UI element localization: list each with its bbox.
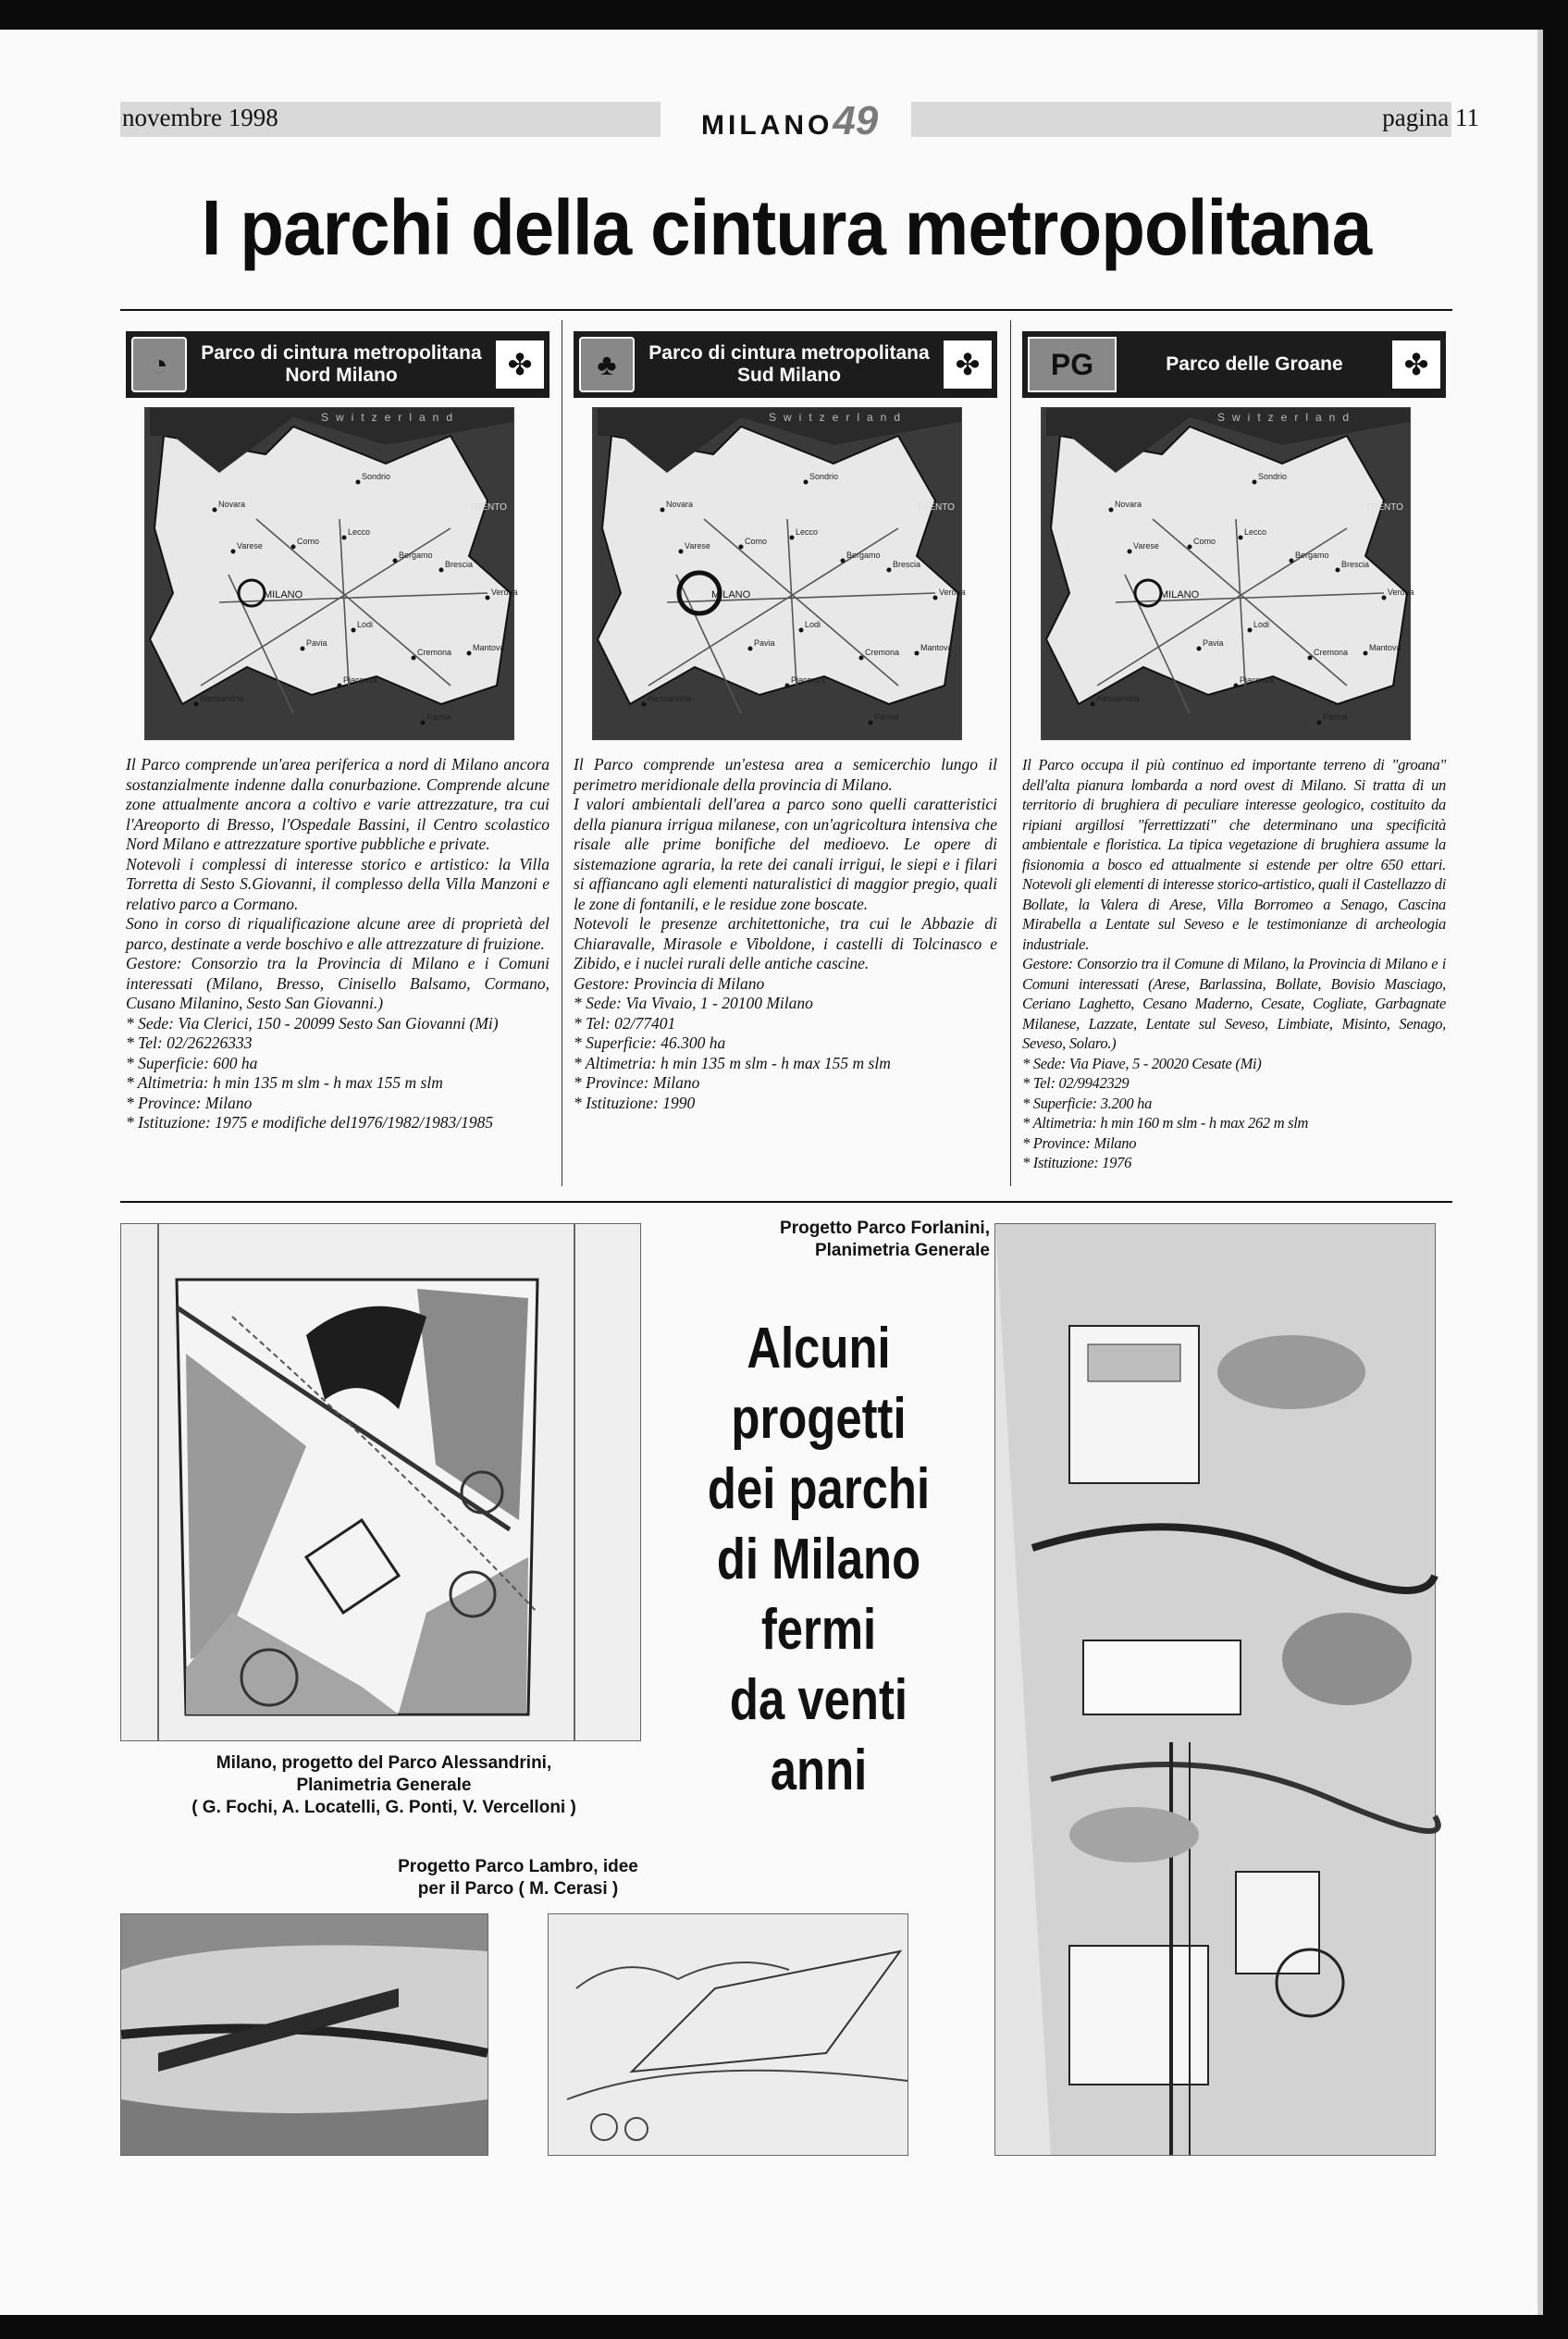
park-column-sud <box>574 331 997 1113</box>
park-paragraph: * Altimetria: h min 135 m slm - h max 155 m slm <box>574 1053 891 1072</box>
park-paragraph: * Province: Milano <box>1022 1133 1137 1152</box>
map-region-label: TRENTO <box>469 502 507 513</box>
map-city-label: Alessandria <box>200 694 244 703</box>
park-paragraph: Il Parco occupa il più continuo ed importante terreno di "groana" dell'alta pianura lombarda a nord ovest di Milano. Si tratta di un territorio di brughiera di peculiare interesse geologico, costituito da ripiani argillosi "ferrettizzati" che determinano una specificità ambientale e floristica. La tipica vegetazione di brughiera assume la fisionomia a bosco ed attualmente si estende per oltre 650 ettari. Notevoli gli elementi di interesse storico-artistico, quali il Castellazzo di Bollate, la Valera di Arese, Villa Borromeo a Senago, Cascina Mirabella a Lentate sul Seveso e le testimonianze di archeologia industriale. <box>1022 756 1446 953</box>
lombardy-map <box>144 407 518 740</box>
map-city-label: Mantova <box>920 643 953 652</box>
map-city-dot <box>1197 647 1202 651</box>
feature-line: fermi <box>760 1598 877 1662</box>
map-city-dot <box>804 480 809 485</box>
map-city-dot <box>790 536 795 540</box>
park-paragraph: * Sede: Via Vivaio, 1 - 20100 Milano <box>574 994 813 1012</box>
lombardy-map <box>1041 407 1414 740</box>
map-city-label: Verona <box>1388 588 1414 597</box>
map-city-dot <box>1188 545 1192 550</box>
map-city-label: MILANO <box>1160 589 1200 600</box>
map-city-label: Lodi <box>1253 620 1270 629</box>
map-city-label: Verona <box>939 588 966 597</box>
caption-line: Planimetria Generale <box>814 1241 990 1260</box>
map-city-dot <box>1239 536 1243 540</box>
map-city-label: Pavia <box>754 638 775 648</box>
map-city-label: Pavia <box>306 638 327 648</box>
park-name-line1: Parco di cintura metropolitana <box>201 342 482 364</box>
map-city-dot <box>1364 651 1368 656</box>
masthead-name: MILANO <box>701 110 833 141</box>
map-city-dot <box>1253 480 1257 485</box>
caption-line: Progetto Parco Lambro, idee <box>398 1857 638 1876</box>
lambro-sketch-bridge <box>120 1913 488 2156</box>
map-city-label: Brescia <box>445 560 474 569</box>
map-city-dot <box>869 721 873 725</box>
map-city-label: Cremona <box>1314 648 1349 657</box>
map-city-label: MILANO <box>711 589 751 600</box>
park-paragraph: Il Parco comprende un'area periferica a nord di Milano ancora sostanzialmente indenne dalla conurbazione. Comprende alcune zone attualmente ancora a coltivo e varie attrezzature, tra cui l'Areoporto di Bresso, l'Ospedale Bassini, il Centro scolastico Nord Milano e attrezzature sportive pubbliche e private. <box>126 755 549 853</box>
park-paragraph: * Sede: Via Piave, 5 - 20020 Cesate (Mi) <box>1022 1054 1262 1072</box>
masthead-number: 49 <box>833 98 879 143</box>
map-country-label: Switzerland <box>321 411 461 424</box>
tree-logo-icon: ♣ <box>579 337 635 392</box>
feature-line: da venti <box>729 1668 908 1732</box>
column-divider <box>1010 320 1011 1186</box>
map-city-label: Lecco <box>348 527 371 537</box>
map-city-label: Cremona <box>865 648 900 657</box>
map-city-dot <box>352 628 356 633</box>
map-city-dot <box>1234 684 1239 688</box>
park-name-line2: Sud Milano <box>737 365 841 386</box>
caption-forlanini <box>722 1218 990 1262</box>
park-paragraph: * Istituzione: 1976 <box>1022 1154 1132 1171</box>
map-city-label: Parma <box>874 712 899 722</box>
map-city-dot <box>301 647 305 651</box>
map-city-label: Parma <box>1323 712 1348 722</box>
park-paragraph: Il Parco comprende un'estesa area a semicerchio lungo il perimetro meridionale della provincia di Milano. <box>574 755 997 794</box>
map-city-label: Brescia <box>1341 560 1370 569</box>
map-city-label: Como <box>297 537 320 546</box>
map-city-label: Alessandria <box>648 694 692 703</box>
map-city-dot <box>887 568 892 573</box>
map-city-label: Novara <box>1115 500 1142 509</box>
map-city-dot <box>291 545 296 550</box>
map-city-dot <box>1382 596 1387 600</box>
park-paragraph: Notevoli i complessi di interesse storico e artistico: la Villa Torretta di Sesto S.Giovanni, il complesso della Villa Manzoni e relativo parco a Cormano. <box>126 854 549 913</box>
park-paragraph: Gestore: Consorzio tra il Comune di Milano, la Provincia di Milano e i Comuni interessati (Arese, Barlassina, Bollate, Bovisio Masciago, Ceriano Laghetto, Cesano Maderno, Cesate, Cogliate, Garbagnate Milanese, Lazzate, Lentate sul Seveso, Limbiate, Misinto, Senago, Seveso, Solaro.) <box>1022 955 1446 1052</box>
park-name-line1: Parco delle Groane <box>1166 353 1343 375</box>
park-name-line2: Nord Milano <box>285 365 398 386</box>
pg-logo-icon: PG <box>1028 337 1117 392</box>
map-city-label: Piacenza <box>343 675 378 685</box>
map-city-dot <box>1290 559 1294 563</box>
map-city-label: Piacenza <box>1240 675 1275 685</box>
circle-sail-logo-icon: ◔ <box>131 337 187 392</box>
lombardy-flower-icon: ✤ <box>496 340 544 389</box>
park-description <box>1022 755 1446 1173</box>
park-paragraph: * Altimetria: h min 160 m slm - h max 262 m slm <box>1022 1114 1309 1132</box>
map-city-dot <box>412 656 416 661</box>
park-column-nord <box>126 331 549 1133</box>
park-column-groane <box>1022 331 1446 1173</box>
park-paragraph: * Istituzione: 1975 e modifiche del1976/1982/1983/1985 <box>126 1113 494 1132</box>
park-paragraph: * Province: Milano <box>126 1093 253 1112</box>
map-city-dot <box>841 559 846 563</box>
map-city-dot <box>213 508 217 513</box>
map-city-label: Como <box>1193 537 1216 546</box>
map-city-dot <box>933 596 938 600</box>
map-city-label: Bergamo <box>1295 551 1329 560</box>
page-number: pagina 11 <box>1382 104 1479 131</box>
map-city-dot <box>1317 721 1322 725</box>
caption-line: per il Parco ( M. Cerasi ) <box>417 1879 619 1899</box>
map-city-label: Verona <box>491 588 518 597</box>
park-name-line1: Parco di cintura metropolitana <box>648 342 930 364</box>
map-city-label: Lodi <box>357 620 374 629</box>
map-city-dot <box>338 684 342 688</box>
map-city-label: Sondrio <box>809 472 839 481</box>
map-city-dot <box>748 647 753 651</box>
lombardy-flower-icon: ✤ <box>1392 340 1440 389</box>
park-title-bar <box>1022 331 1446 398</box>
map-city-dot <box>799 628 804 633</box>
map-city-dot <box>393 559 398 563</box>
map-city-dot <box>356 480 361 485</box>
feature-heading <box>678 1314 958 1806</box>
map-city-label: Sondrio <box>362 472 391 481</box>
lombardy-flower-icon: ✤ <box>944 340 992 389</box>
park-paragraph: * Tel: 02/9942329 <box>1022 1074 1130 1092</box>
caption-lambro <box>352 1856 685 1900</box>
map-city-dot <box>486 596 490 600</box>
issue-date: novembre 1998 <box>122 104 278 131</box>
map-city-dot <box>439 568 444 573</box>
header-band-right <box>911 102 1451 137</box>
park-paragraph: Notevoli le presenze architettoniche, tra cui le Abbazie di Chiaravalle, Mirasole e Viboldone, i castelli di Tolcinasco e Zibido, e i nuclei rurali delle antiche cascine. <box>574 914 997 972</box>
park-paragraph: * Tel: 02/26226333 <box>126 1033 253 1052</box>
map-city-dot <box>679 550 684 554</box>
map-city-label: Varese <box>685 541 710 551</box>
lambro-sketch-landscape <box>548 1913 908 2156</box>
map-city-label: Varese <box>237 541 263 551</box>
caption-alessandrini <box>139 1752 629 1819</box>
caption-line: Planimetria Generale <box>296 1776 472 1795</box>
map-city-dot <box>859 656 864 661</box>
map-city-dot <box>915 651 920 656</box>
park-description <box>574 755 997 1113</box>
map-city-dot <box>421 721 426 725</box>
feature-line: progetti <box>731 1387 907 1451</box>
map-city-label: Mantova <box>473 643 505 652</box>
map-city-dot <box>661 508 665 513</box>
park-paragraph: I valori ambientali dell'area a parco sono quelli caratteristici della pianura irrigua milanese, con un'agricoltura intensiva che risale alle prime bonifiche del medioevo. Le opere di sistemazione agraria, la rete dei canali irrigui, le siepi e i filari si affiancano agli elementi naturalistici di maggior pregio, quali le zone di fontanili, e le residue zone boscate. <box>574 795 997 913</box>
park-title-bar <box>574 331 997 398</box>
map-city-label: Lecco <box>796 527 819 537</box>
feature-line: anni <box>770 1739 868 1802</box>
caption-line: Milano, progetto del Parco Alessandrini, <box>216 1753 552 1773</box>
section-rule <box>120 1201 1452 1203</box>
caption-line: Progetto Parco Forlanini, <box>780 1219 990 1238</box>
map-city-dot <box>1248 628 1253 633</box>
map-city-dot <box>467 651 472 656</box>
map-city-label: Parma <box>426 712 451 722</box>
map-city-dot <box>194 702 199 707</box>
map-city-dot <box>1308 656 1313 661</box>
map-city-label: Como <box>745 537 768 546</box>
feature-line: Alcuni <box>747 1317 891 1380</box>
map-city-label: Lodi <box>805 620 821 629</box>
map-city-label: Piacenza <box>791 675 826 685</box>
map-city-label: MILANO <box>264 589 303 600</box>
masthead <box>701 98 878 144</box>
map-country-label: Switzerland <box>1217 411 1357 424</box>
map-city-label: Bergamo <box>399 551 433 560</box>
map-region-label: TRENTO <box>1365 502 1403 513</box>
map-city-dot <box>342 536 347 540</box>
park-paragraph: * Altimetria: h min 135 m slm - h max 155 m slm <box>126 1073 443 1092</box>
map-city-label: Alessandria <box>1096 694 1141 703</box>
park-paragraph: Gestore: Consorzio tra la Provincia di Milano e i Comuni interessati (Milano, Bresso, Cinisello Balsamo, Cormano, Cusano Milanino, Sesto San Giovanni.) <box>126 954 549 1012</box>
park-paragraph: * Superficie: 3.200 ha <box>1022 1094 1153 1112</box>
map-region-label: TRENTO <box>917 502 955 513</box>
map-city-dot <box>1091 702 1095 707</box>
park-paragraph: * Superficie: 46.300 ha <box>574 1033 726 1052</box>
map-city-label: Lecco <box>1244 527 1267 537</box>
map-city-label: Novara <box>218 500 246 509</box>
map-city-dot <box>1128 550 1132 554</box>
park-paragraph: * Sede: Via Clerici, 150 - 20099 Sesto San Giovanni (Mi) <box>126 1013 499 1033</box>
map-city-label: Bergamo <box>846 551 881 560</box>
map-city-label: Pavia <box>1203 638 1224 648</box>
map-city-label: Mantova <box>1369 643 1401 652</box>
alessandrini-plan-drawing <box>120 1223 641 1741</box>
park-description <box>126 755 549 1133</box>
map-city-dot <box>231 550 236 554</box>
map-city-dot <box>1109 508 1114 513</box>
park-title-bar <box>126 331 549 398</box>
park-paragraph: * Province: Milano <box>574 1073 700 1092</box>
lombardy-map <box>592 407 966 740</box>
rule-under-headline <box>120 309 1452 311</box>
map-city-label: Cremona <box>417 648 452 657</box>
park-paragraph: * Istituzione: 1990 <box>574 1093 696 1112</box>
map-city-dot <box>642 702 647 707</box>
map-country-label: Switzerland <box>769 411 908 424</box>
park-paragraph: * Superficie: 600 ha <box>126 1053 258 1072</box>
feature-line: di Milano <box>716 1528 921 1591</box>
map-city-label: Sondrio <box>1258 472 1288 481</box>
forlanini-plan-drawing <box>994 1223 1436 2156</box>
page-headline: I parchi della cintura metropolitana <box>201 184 1372 271</box>
caption-line: ( G. Fochi, A. Locatelli, G. Ponti, V. Vercelloni ) <box>191 1798 576 1817</box>
map-city-dot <box>1336 568 1340 573</box>
map-city-label: Varese <box>1133 541 1159 551</box>
map-city-label: Brescia <box>893 560 921 569</box>
park-paragraph: Gestore: Provincia di Milano <box>574 973 765 993</box>
map-city-dot <box>739 545 744 550</box>
park-paragraph: Sono in corso di riqualificazione alcune aree di proprietà del parco, destinate a verde boschivo e alle attrezzature di fruizione. <box>126 914 549 953</box>
map-city-dot <box>785 684 790 688</box>
map-city-label: Novara <box>666 500 694 509</box>
park-paragraph: * Tel: 02/77401 <box>574 1013 676 1033</box>
feature-line: dei parchi <box>707 1457 931 1521</box>
